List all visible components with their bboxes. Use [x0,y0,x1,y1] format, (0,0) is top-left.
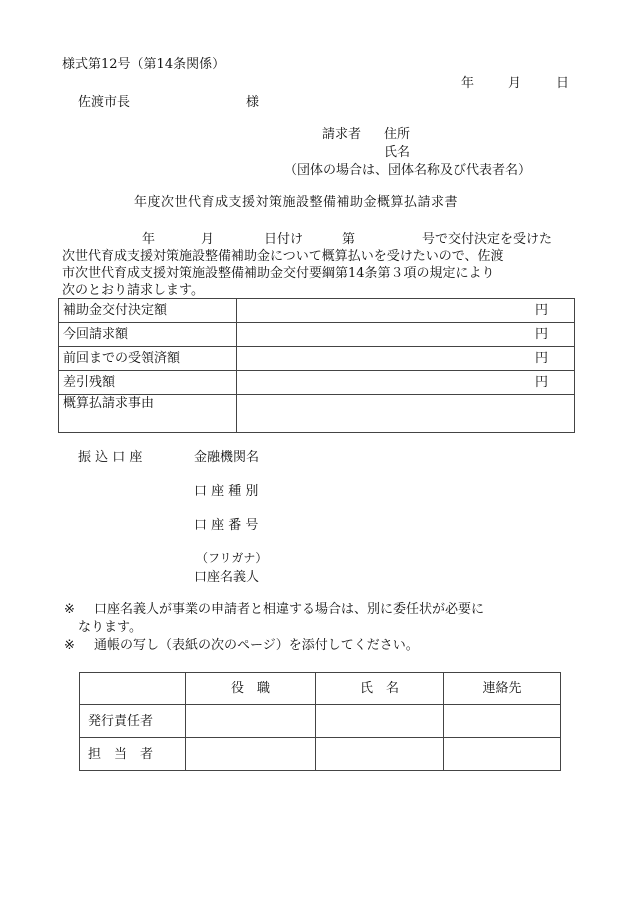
name-cell[interactable] [316,705,444,738]
row-label-staff: 担 当 者 [80,738,186,771]
contact-cell[interactable] [444,738,561,771]
amount-row-value[interactable]: 円 [237,347,575,371]
amount-row-value[interactable]: 円 [237,299,575,323]
applicant-group-note: （団体の場合は、団体名称及び代表者名） [284,163,532,178]
table-row [80,705,561,738]
bank-account-number-label: 口 座 番 号 [194,518,259,533]
bank-section-label: 振 込 口 座 [78,450,143,465]
name-cell[interactable] [316,738,444,771]
body-issued-label: 日付け [264,232,304,247]
amount-table [58,298,575,433]
table-row [59,395,575,433]
amount-row-label: 概算払請求事由 [59,395,237,433]
table-row [80,738,561,771]
position-cell[interactable] [186,738,316,771]
responsible-table [79,672,561,771]
amount-row-value[interactable]: 円 [237,371,575,395]
body-line4: 次のとおり請求します。 [62,283,204,298]
note-mark: ※ [64,602,75,617]
body-year-label: 年 [142,232,156,247]
date-month-label: 月 [508,76,522,91]
note-1-line1: 口座名義人が事業の申請者と相違する場合は、別に委任状が必要に [94,602,485,617]
table-row [59,299,575,323]
applicant-label: 請求者 [322,127,362,142]
document-title: 年度次世代育成支援対策施設整備補助金概算払請求書 [134,195,459,210]
amount-row-value[interactable]: 円 [237,323,575,347]
header-blank [80,673,186,705]
addressee: 佐渡市長 [78,95,131,110]
amount-row-label: 補助金交付決定額 [59,299,237,323]
bank-institution-label: 金融機関名 [194,450,260,465]
amount-row-value[interactable] [237,395,575,433]
header-name: 氏 名 [316,673,444,705]
form-number: 様式第12号（第14条関係） [62,57,226,72]
bank-furigana-label: （フリガナ） [196,551,268,565]
applicant-address-label: 住所 [384,127,411,142]
table-header-row [80,673,561,705]
body-dai-label: 第 [342,232,356,247]
note-1-line2: なります。 [78,620,142,635]
amount-row-label: 今回請求額 [59,323,237,347]
note-2: 通帳の写し（表紙の次のページ）を添付してください。 [94,638,419,653]
addressee-honorific: 様 [246,95,260,110]
bank-holder-label: 口座名義人 [194,570,260,585]
body-line2: 次世代育成支援対策施設整備補助金について概算払いを受けたいので、佐渡 [62,249,504,264]
table-row [59,371,575,395]
amount-row-label: 差引残額 [59,371,237,395]
note-mark: ※ [64,638,75,653]
date-year-label: 年 [461,76,475,91]
table-row [59,323,575,347]
date-day-label: 日 [556,76,570,91]
body-line3: 市次世代育成支援対策施設整備補助金交付要綱第14条第３項の規定により [62,266,495,281]
body-line1-tail: 号で交付決定を受けた [422,232,553,247]
position-cell[interactable] [186,705,316,738]
header-contact: 連絡先 [444,673,561,705]
applicant-name-label: 氏名 [384,145,411,160]
bank-account-type-label: 口 座 種 別 [194,484,259,499]
header-position: 役 職 [186,673,316,705]
contact-cell[interactable] [444,705,561,738]
table-row [59,347,575,371]
row-label-issuer: 発行責任者 [80,705,186,738]
body-month-label: 月 [201,232,215,247]
amount-row-label: 前回までの受領済額 [59,347,237,371]
